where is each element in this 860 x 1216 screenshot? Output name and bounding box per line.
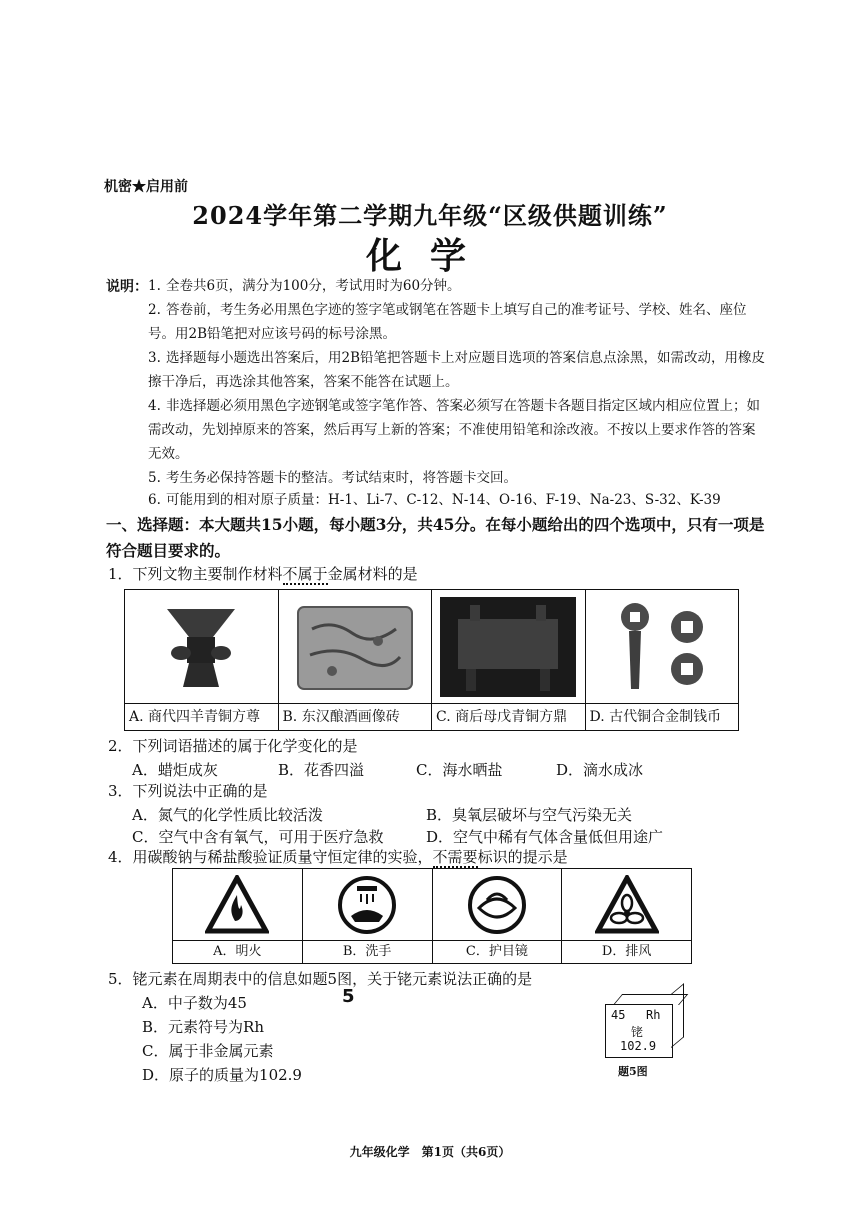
question-3-option-b[interactable]: B．臭氧层破坏与空气污染无关 xyxy=(426,806,633,824)
question-1-stem: 1．下列文物主要制作材料不属于金属材料的是 xyxy=(108,565,418,583)
figure-caption: 题5图 xyxy=(618,1065,648,1078)
emphasis-text: 不需要 xyxy=(432,848,478,866)
page-footer: 九年级化学 第1页（共6页） xyxy=(349,1145,511,1159)
question-1-image-table xyxy=(124,589,739,731)
option-c-cell[interactable] xyxy=(433,869,563,963)
question-2-option-d[interactable]: D．滴水成冰 xyxy=(556,761,644,779)
question-5-stem: 5．铑元素在周期表中的信息如题5图，关于铑元素说法正确的是 xyxy=(108,970,533,988)
option-d-cell[interactable] xyxy=(586,590,739,730)
question-2-option-b[interactable]: B．花香四溢 xyxy=(278,761,365,779)
option-b-cell[interactable] xyxy=(279,590,433,730)
atomic-number: 45 xyxy=(611,1008,626,1022)
instruction-item: 1. 全卷共6页，满分为100分，考试用时为60分钟。 xyxy=(148,278,461,294)
option-c-label: C. 商后母戊青铜方鼎 xyxy=(432,703,585,730)
wash-hands-icon xyxy=(303,869,432,940)
handwritten-mark: 5 xyxy=(342,986,355,1007)
instruction-item: 6. 可能用到的相对原子质量：H-1、Li-7、C-12、N-14、O-16、F-19、Na-23、S-32、K-39 xyxy=(148,492,721,508)
option-d-label: D. 古代铜合金制钱币 xyxy=(586,703,739,730)
section-heading: 一、选择题：本大题共15小题，每小题3分，共45分。在每小题给出的四个选项中，只有一项是符合题目要求的。 xyxy=(106,515,765,560)
element-name: 铑 xyxy=(631,1025,644,1039)
subject-title: 化学 xyxy=(365,235,494,277)
question-2-stem: 2．下列词语描述的属于化学变化的是 xyxy=(108,737,358,755)
question-3-option-d[interactable]: D．空气中稀有气体含量低但用途广 xyxy=(426,828,664,846)
question-3-option-a[interactable]: A．氮气的化学性质比较活泼 xyxy=(132,806,323,824)
question-4-stem: 4．用碳酸钠与稀盐酸验证质量守恒定律的实验，不需要标识的提示是 xyxy=(108,848,568,866)
option-a-label: A．明火 xyxy=(173,940,302,963)
option-b-label: B．洗手 xyxy=(303,940,432,963)
confidential-label: 机密★启用前 xyxy=(104,179,188,195)
atomic-mass: 102.9 xyxy=(620,1039,657,1053)
instructions-label: 说明： xyxy=(106,279,148,295)
coins-image xyxy=(586,590,739,703)
question-5-option-c[interactable]: C．属于非金属元素 xyxy=(142,1042,274,1060)
option-a-cell[interactable] xyxy=(125,590,279,730)
option-b-cell[interactable] xyxy=(303,869,433,963)
goggles-icon xyxy=(433,869,562,940)
question-5-option-d[interactable]: D．原子的质量为102.9 xyxy=(142,1066,302,1084)
brick-relief-image xyxy=(279,590,432,703)
question-4-sign-table xyxy=(172,868,692,964)
question-5-option-a[interactable]: A．中子数为45 xyxy=(142,994,247,1012)
question-2-option-c[interactable]: C．海水晒盐 xyxy=(416,761,503,779)
option-d-label: D．排风 xyxy=(562,940,691,963)
bronze-ding-image xyxy=(432,590,585,703)
element-cell xyxy=(605,1004,673,1058)
option-a-cell[interactable] xyxy=(173,869,303,963)
question-3-option-c[interactable]: C．空气中含有氧气，可用于医疗急救 xyxy=(132,828,384,846)
element-symbol: Rh xyxy=(646,1008,661,1022)
question-3-stem: 3．下列说法中正确的是 xyxy=(108,782,268,800)
instruction-item: 2. 答卷前，考生务必用黑色字迹的签字笔或钢笔在答题卡上填写自己的准考证号、学校、姓名、座位号。用2B铅笔把对应该号码的标号涂黑。 xyxy=(148,302,747,342)
bronze-zun-image xyxy=(125,590,278,703)
exam-title: 2024学年第二学期九年级“区级供题训练” xyxy=(192,201,668,230)
question-5-option-b[interactable]: B．元素符号为Rh xyxy=(142,1018,264,1036)
instruction-item: 3. 选择题每小题选出答案后，用2B铅笔把答题卡上对应题目选项的答案信息点涂黑，如需改动，用橡皮擦干净后，再选涂其他答案，答案不能答在试题上。 xyxy=(148,350,766,390)
instruction-item: 5. 考生务必保持答题卡的整洁。考试结束时，将答题卡交回。 xyxy=(148,470,517,486)
question-2-option-a[interactable]: A．蜡炬成灰 xyxy=(132,761,218,779)
ventilation-fan-icon xyxy=(562,869,691,940)
flame-warning-icon xyxy=(173,869,302,940)
option-c-cell[interactable] xyxy=(432,590,586,730)
option-d-cell[interactable] xyxy=(562,869,691,963)
emphasis-text: 不属于 xyxy=(282,565,328,583)
option-c-label: C．护目镜 xyxy=(433,940,562,963)
option-b-label: B. 东汉酿酒画像砖 xyxy=(279,703,432,730)
option-a-label: A. 商代四羊青铜方尊 xyxy=(125,703,278,730)
instruction-item: 4. 非选择题必须用黑色字迹钢笔或签字笔作答、答案必须写在答题卡各题目指定区域内相应位置上；如需改动，先划掉原来的答案，然后再写上新的答案；不准使用铅笔和涂改液。不按以上要求作答的答案无效。 xyxy=(148,398,760,462)
